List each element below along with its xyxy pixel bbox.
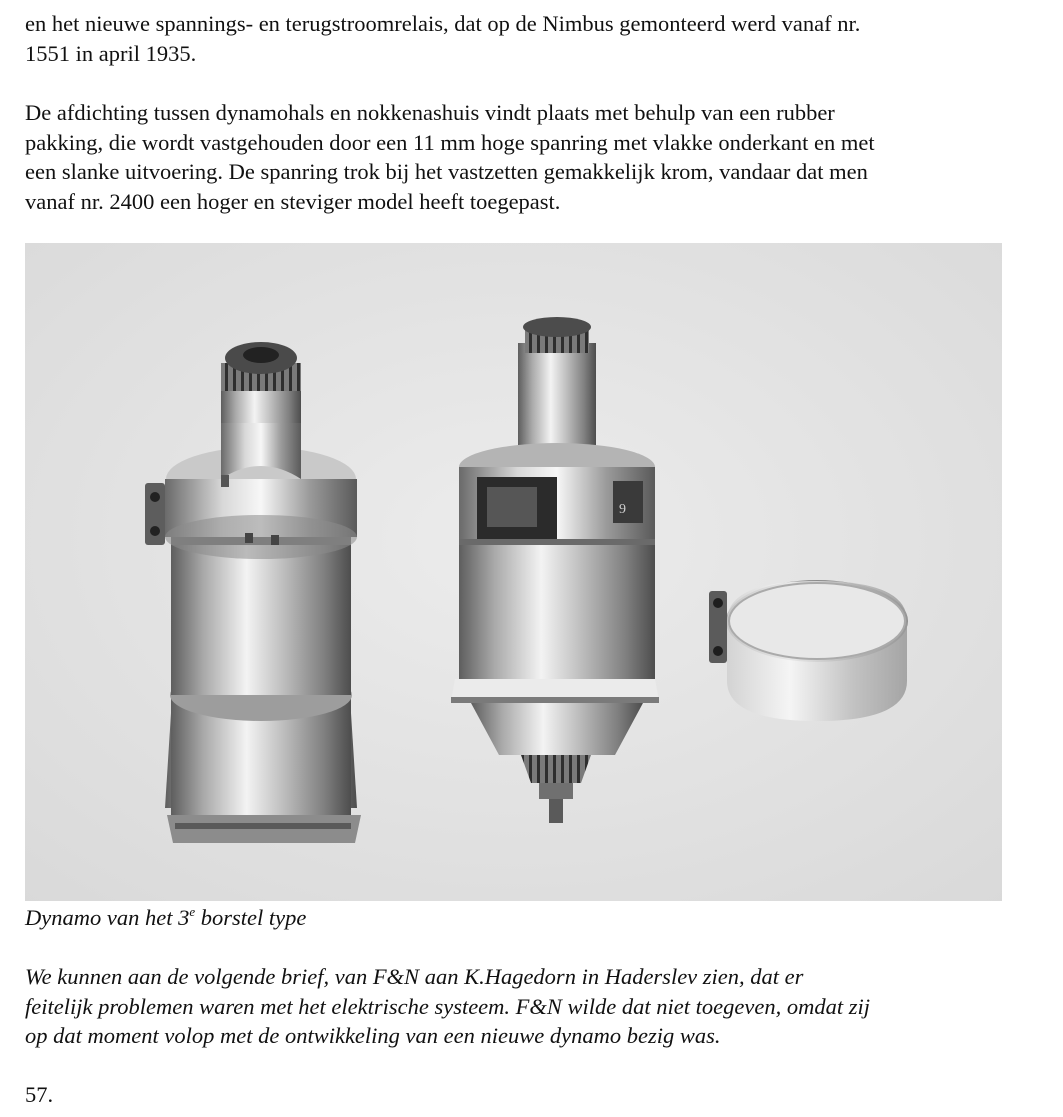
- text-line: De afdichting tussen dynamohals en nokkenashuis vindt plaats met behulp van een rubber: [25, 100, 835, 125]
- text-line: 1551 in april 1935.: [25, 40, 197, 66]
- seal-paragraph: [25, 98, 1035, 216]
- text-line: We kunnen aan de volgende brief, van F&N aan K.Hagedorn in Haderslev zien, dat er: [25, 964, 804, 989]
- text-line: op dat moment volop met de ontwikkeling van een nieuwe dynamo bezig was.: [25, 1023, 721, 1048]
- text-line: feitelijk problemen waren met het elektrische systeem. F&N wilde dat niet toegeven, omdat zij: [25, 993, 870, 1019]
- photo-number-mark: 9: [619, 502, 626, 517]
- figure-caption: Dynamo van het 3e borstel type: [25, 904, 307, 930]
- page-number: 57.: [25, 1082, 54, 1107]
- clamp-band: [709, 581, 907, 721]
- text-line: en het nieuwe spannings- en terugstroomrelais, dat op de Nimbus gemonteerd werd vanaf nr.: [25, 11, 861, 36]
- dynamo-photo: [25, 243, 1002, 901]
- intro-paragraph: [25, 9, 1035, 68]
- closing-paragraph: [25, 962, 1035, 1051]
- text-line: een slanke uitvoering. De spanring trok bij het vastzetten gemakkelijk krom, vandaar dat men: [25, 159, 868, 184]
- text-line: pakking, die wordt vastgehouden door een 11 mm hoge spanring met vlakke onderkant en met: [25, 129, 875, 155]
- text-line: vanaf nr. 2400 een hoger en steviger model heeft toegepast.: [25, 188, 561, 214]
